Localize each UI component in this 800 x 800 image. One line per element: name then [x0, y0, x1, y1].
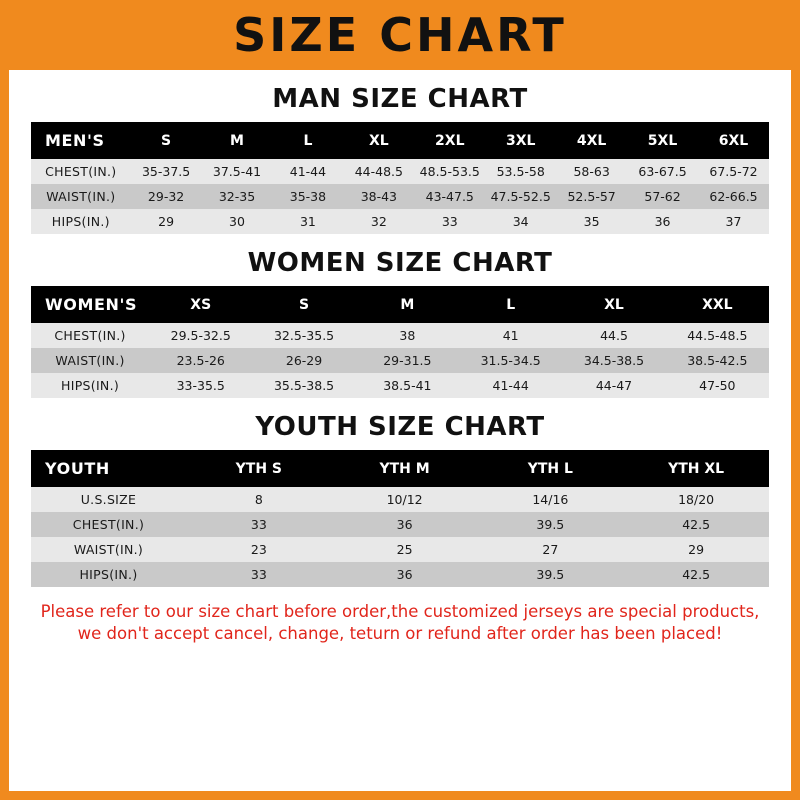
- youth-row-hips-label: HIPS(IN.): [31, 562, 186, 587]
- table-row: [31, 323, 769, 348]
- man-chest-5xl: 63-67.5: [627, 159, 698, 184]
- women-header-xl: XL: [562, 286, 665, 323]
- women-header-m: M: [356, 286, 459, 323]
- women-chest-xl: 44.5: [562, 323, 665, 348]
- youth-waist-s: 23: [186, 537, 332, 562]
- man-chest-l: 41-44: [272, 159, 343, 184]
- women-section-title: WOMEN SIZE CHART: [247, 248, 553, 278]
- man-header-xl: XL: [343, 122, 414, 159]
- table-row: [31, 209, 769, 234]
- women-waist-xxl: 38.5-42.5: [666, 348, 769, 373]
- women-waist-xs: 23.5-26: [149, 348, 252, 373]
- man-waist-m: 32-35: [202, 184, 273, 209]
- man-chest-3xl: 53.5-58: [485, 159, 556, 184]
- youth-hips-l: 39.5: [477, 562, 623, 587]
- table-row: [31, 512, 769, 537]
- man-hips-xl: 32: [343, 209, 414, 234]
- man-waist-l: 35-38: [272, 184, 343, 209]
- youth-waist-m: 25: [332, 537, 478, 562]
- man-chest-4xl: 58-63: [556, 159, 627, 184]
- table-row: [31, 184, 769, 209]
- man-hips-m: 30: [202, 209, 273, 234]
- youth-ussize-s: 8: [186, 487, 332, 512]
- man-header-4xl: 4XL: [556, 122, 627, 159]
- man-header-l: L: [272, 122, 343, 159]
- man-hips-5xl: 36: [627, 209, 698, 234]
- youth-chest-l: 39.5: [477, 512, 623, 537]
- man-header-label: MEN'S: [31, 122, 131, 159]
- man-chest-s: 35-37.5: [131, 159, 202, 184]
- women-header-xxl: XXL: [666, 286, 769, 323]
- women-hips-xs: 33-35.5: [149, 373, 252, 398]
- man-waist-6xl: 62-66.5: [698, 184, 769, 209]
- man-hips-l: 31: [272, 209, 343, 234]
- youth-waist-l: 27: [477, 537, 623, 562]
- man-hips-2xl: 33: [414, 209, 485, 234]
- man-row-hips-label: HIPS(IN.): [31, 209, 131, 234]
- youth-header-l: YTH L: [477, 450, 623, 487]
- youth-row-ussize-label: U.S.SIZE: [31, 487, 186, 512]
- man-header-s: S: [131, 122, 202, 159]
- youth-ussize-m: 10/12: [332, 487, 478, 512]
- order-policy-note-line1: Please refer to our size chart before order,the customized jerseys are special products,: [40, 602, 760, 621]
- youth-table-head: [31, 450, 769, 487]
- youth-size-table: [31, 450, 769, 587]
- table-header-row: [31, 286, 769, 323]
- table-row: [31, 537, 769, 562]
- women-header-l: L: [459, 286, 562, 323]
- man-waist-xl: 38-43: [343, 184, 414, 209]
- youth-header-s: YTH S: [186, 450, 332, 487]
- table-row: [31, 373, 769, 398]
- table-header-row: [31, 122, 769, 159]
- youth-table-body: [31, 487, 769, 587]
- man-waist-s: 29-32: [131, 184, 202, 209]
- table-row: [31, 159, 769, 184]
- women-header-s: S: [252, 286, 355, 323]
- youth-row-chest-label: CHEST(IN.): [31, 512, 186, 537]
- women-waist-l: 31.5-34.5: [459, 348, 562, 373]
- man-size-table: [31, 122, 769, 234]
- youth-ussize-l: 14/16: [477, 487, 623, 512]
- women-chest-xs: 29.5-32.5: [149, 323, 252, 348]
- youth-hips-m: 36: [332, 562, 478, 587]
- table-row: [31, 562, 769, 587]
- women-hips-xxl: 47-50: [666, 373, 769, 398]
- page-title: SIZE CHART: [233, 8, 567, 62]
- women-chest-m: 38: [356, 323, 459, 348]
- man-chest-6xl: 67.5-72: [698, 159, 769, 184]
- youth-chest-m: 36: [332, 512, 478, 537]
- man-row-chest-label: CHEST(IN.): [31, 159, 131, 184]
- women-header-label: WOMEN'S: [31, 286, 149, 323]
- women-waist-m: 29-31.5: [356, 348, 459, 373]
- women-row-chest-label: CHEST(IN.): [31, 323, 149, 348]
- women-table-head: [31, 286, 769, 323]
- man-chest-xl: 44-48.5: [343, 159, 414, 184]
- table-row: [31, 348, 769, 373]
- man-row-waist-label: WAIST(IN.): [31, 184, 131, 209]
- women-waist-xl: 34.5-38.5: [562, 348, 665, 373]
- table-header-row: [31, 450, 769, 487]
- youth-ussize-xl: 18/20: [623, 487, 769, 512]
- man-waist-3xl: 47.5-52.5: [485, 184, 556, 209]
- youth-header-label: YOUTH: [31, 450, 186, 487]
- man-hips-6xl: 37: [698, 209, 769, 234]
- man-header-m: M: [202, 122, 273, 159]
- man-header-2xl: 2XL: [414, 122, 485, 159]
- women-waist-s: 26-29: [252, 348, 355, 373]
- man-waist-2xl: 43-47.5: [414, 184, 485, 209]
- man-hips-3xl: 34: [485, 209, 556, 234]
- man-header-3xl: 3XL: [485, 122, 556, 159]
- women-hips-s: 35.5-38.5: [252, 373, 355, 398]
- youth-section-title: YOUTH SIZE CHART: [255, 412, 545, 442]
- women-hips-m: 38.5-41: [356, 373, 459, 398]
- women-row-waist-label: WAIST(IN.): [31, 348, 149, 373]
- women-hips-xl: 44-47: [562, 373, 665, 398]
- youth-row-waist-label: WAIST(IN.): [31, 537, 186, 562]
- women-size-table: [31, 286, 769, 398]
- man-table-body: [31, 159, 769, 234]
- youth-hips-s: 33: [186, 562, 332, 587]
- order-policy-note: [31, 601, 769, 646]
- youth-waist-xl: 29: [623, 537, 769, 562]
- man-chest-m: 37.5-41: [202, 159, 273, 184]
- order-policy-note-line2: we don't accept cancel, change, teturn or refund after order has been placed!: [77, 624, 723, 644]
- chart-content: [9, 84, 791, 646]
- women-chest-xxl: 44.5-48.5: [666, 323, 769, 348]
- youth-chest-s: 33: [186, 512, 332, 537]
- youth-header-xl: YTH XL: [623, 450, 769, 487]
- women-row-hips-label: HIPS(IN.): [31, 373, 149, 398]
- man-waist-4xl: 52.5-57: [556, 184, 627, 209]
- youth-header-m: YTH M: [332, 450, 478, 487]
- man-table-head: [31, 122, 769, 159]
- man-header-5xl: 5XL: [627, 122, 698, 159]
- man-section-title: MAN SIZE CHART: [272, 84, 528, 114]
- women-hips-l: 41-44: [459, 373, 562, 398]
- women-header-xs: XS: [149, 286, 252, 323]
- man-header-6xl: 6XL: [698, 122, 769, 159]
- women-table-body: [31, 323, 769, 398]
- man-hips-4xl: 35: [556, 209, 627, 234]
- man-waist-5xl: 57-62: [627, 184, 698, 209]
- youth-chest-xl: 42.5: [623, 512, 769, 537]
- women-chest-l: 41: [459, 323, 562, 348]
- women-chest-s: 32.5-35.5: [252, 323, 355, 348]
- man-chest-2xl: 48.5-53.5: [414, 159, 485, 184]
- page-banner: [9, 0, 791, 70]
- table-row: [31, 487, 769, 512]
- man-hips-s: 29: [131, 209, 202, 234]
- youth-hips-xl: 42.5: [623, 562, 769, 587]
